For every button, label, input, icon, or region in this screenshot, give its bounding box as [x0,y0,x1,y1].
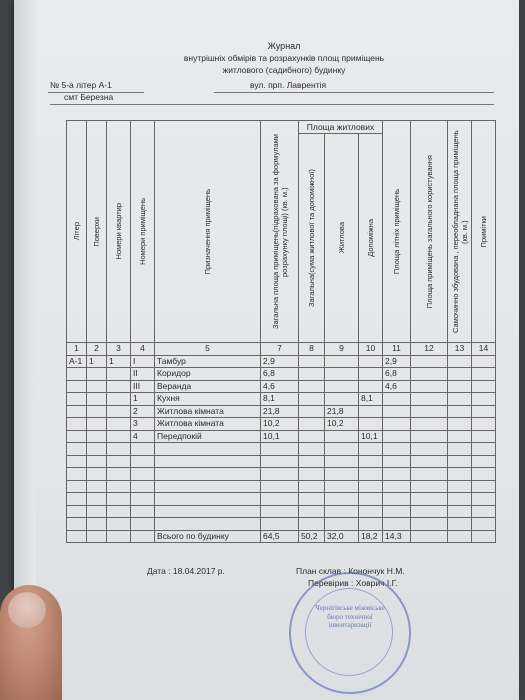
cell-lt [299,468,325,481]
cell-living [325,430,359,443]
cell-floor [87,430,107,443]
cell-aux [359,493,383,506]
cell-room [131,530,155,543]
table-body [67,355,496,543]
cell-common [411,443,448,456]
cell-notes [472,368,496,381]
cell-notes [472,530,496,543]
cell-apt [107,493,131,506]
cell-lt [299,393,325,406]
cell-aux [359,455,383,468]
cell-summer: 14,3 [383,530,411,543]
cell-unauth [448,380,472,393]
cell-unauth [448,468,472,481]
cell-apt [107,368,131,381]
cell-purpose [155,455,261,468]
column-number: 2 [87,343,107,356]
cell-aux: 8,1 [359,393,383,406]
cell-summer [383,393,411,406]
cell-purpose: Житлова кімната [155,405,261,418]
cell-apt [107,418,131,431]
cell-liter [67,405,87,418]
cell-purpose: Тамбур [155,355,261,368]
cell-apt [107,393,131,406]
cell-aux [359,443,383,456]
cell-apt: 1 [107,355,131,368]
cell-common [411,405,448,418]
cell-living [325,480,359,493]
cell-common [411,368,448,381]
cell-aux: 18,2 [359,530,383,543]
cell-common [411,468,448,481]
col-header-unauthorized: Самочинно збудована , переобладнана площа приміщень (кв. м.) [448,121,472,343]
cell-purpose [155,505,261,518]
cell-total: 4,6 [261,380,299,393]
cell-living [325,355,359,368]
empty-table-row [67,480,496,493]
cell-lt [299,493,325,506]
cell-purpose: Всього по будинку [155,530,261,543]
cell-total: 10,1 [261,430,299,443]
cell-aux [359,355,383,368]
col-header-liter: Літер [67,121,87,343]
cell-total [261,443,299,456]
cell-summer [383,405,411,418]
table-header-row [67,121,496,134]
cell-liter: А-1 [67,355,87,368]
cell-unauth [448,393,472,406]
cell-unauth [448,418,472,431]
cell-summer [383,430,411,443]
cell-apt [107,505,131,518]
cell-living [325,493,359,506]
document-date: Дата : 18.04.2017 р. [147,566,225,576]
cell-total [261,505,299,518]
cell-notes [472,493,496,506]
column-number: 9 [325,343,359,356]
table-row [67,418,496,431]
cell-room: 2 [131,405,155,418]
cell-aux: 10,1 [359,430,383,443]
cell-aux [359,505,383,518]
cell-unauth [448,443,472,456]
cell-floor [87,518,107,531]
cell-notes [472,505,496,518]
cell-lt [299,405,325,418]
cell-aux [359,480,383,493]
cell-liter [67,443,87,456]
cell-purpose: Кухня [155,393,261,406]
cell-living [325,455,359,468]
measurements-table [66,120,496,543]
cell-floor [87,380,107,393]
cell-notes [472,518,496,531]
cell-common [411,393,448,406]
street-address: вул. прп. Лаврентія [250,80,327,90]
cell-living: 32,0 [325,530,359,543]
cell-floor [87,405,107,418]
cell-notes [472,480,496,493]
cell-lt [299,368,325,381]
cell-notes [472,430,496,443]
stamp-inner-ring [305,588,393,676]
col-header-notes: Примітки [472,121,496,343]
col-header-purpose: Призначення приміщень [155,121,261,343]
cell-lt: 50,2 [299,530,325,543]
cell-unauth [448,505,472,518]
col-header-aux: Допоміжна [359,134,383,343]
column-number: 11 [383,343,411,356]
cell-room: II [131,368,155,381]
cell-liter [67,368,87,381]
cell-common [411,355,448,368]
cell-living [325,518,359,531]
cell-liter [67,493,87,506]
cell-living [325,380,359,393]
cell-liter [67,505,87,518]
cell-notes [472,468,496,481]
col-header-room-numbers: Номери приміщень [131,121,155,343]
cell-aux [359,380,383,393]
cell-aux [359,418,383,431]
document-page [14,0,519,700]
settlement-name: смт Березна [64,92,114,102]
cell-liter [67,380,87,393]
cell-floor [87,480,107,493]
cell-floor [87,393,107,406]
cell-lt [299,418,325,431]
cell-summer [383,468,411,481]
cell-lt [299,380,325,393]
cell-unauth [448,518,472,531]
cell-liter [67,480,87,493]
col-header-living-group: Площа житлових [299,121,383,134]
cell-apt [107,468,131,481]
column-number: 7 [261,343,299,356]
building-number [50,80,112,90]
cell-apt [107,380,131,393]
stamp-text: Чернігівське міжміське бюро технічної інвентаризації [315,604,385,629]
cell-common [411,493,448,506]
empty-table-row [67,468,496,481]
cell-total: 64,5 [261,530,299,543]
cell-unauth [448,368,472,381]
cell-summer: 6,8 [383,368,411,381]
cell-purpose: Передпокій [155,430,261,443]
cell-liter [67,455,87,468]
cell-total [261,455,299,468]
document-subtitle-1: внутрішніх обмірів та розрахунків площ приміщень [183,53,385,63]
cell-apt [107,430,131,443]
cell-room [131,443,155,456]
cell-liter [67,468,87,481]
cell-room: I [131,355,155,368]
empty-table-row [67,518,496,531]
column-number: 13 [448,343,472,356]
totals-row [67,530,496,543]
cell-notes [472,380,496,393]
cell-room [131,480,155,493]
cell-unauth [448,480,472,493]
cell-common [411,455,448,468]
cell-room: III [131,380,155,393]
cell-summer [383,505,411,518]
column-number: 8 [299,343,325,356]
cell-floor [87,368,107,381]
cell-total [261,468,299,481]
cell-summer [383,518,411,531]
cell-lt [299,430,325,443]
cell-aux [359,405,383,418]
column-number: 3 [107,343,131,356]
document-header [124,40,444,76]
cell-notes [472,405,496,418]
underline-settlement [50,104,494,105]
cell-total: 10,2 [261,418,299,431]
cell-room [131,518,155,531]
cell-notes [472,418,496,431]
cell-purpose [155,493,261,506]
cell-lt [299,505,325,518]
underline-street [214,92,494,93]
cell-total: 8,1 [261,393,299,406]
cell-summer [383,455,411,468]
cell-room: 4 [131,430,155,443]
cell-lt [299,518,325,531]
cell-floor [87,418,107,431]
cell-common [411,530,448,543]
thumbnail-nail [8,592,46,628]
table-row [67,355,496,368]
cell-common [411,380,448,393]
cell-floor [87,493,107,506]
prepared-by: План склав : Конончук Н.М. [296,566,405,576]
cell-summer [383,443,411,456]
cell-purpose: Коридор [155,368,261,381]
cell-room [131,455,155,468]
cell-purpose [155,468,261,481]
cell-floor [87,443,107,456]
cell-unauth [448,455,472,468]
cell-room [131,468,155,481]
cell-summer: 2,9 [383,355,411,368]
column-number: 4 [131,343,155,356]
cell-total [261,493,299,506]
col-header-living: Житлова [325,134,359,343]
cell-notes [472,455,496,468]
cell-floor [87,530,107,543]
cell-notes [472,443,496,456]
table-row [67,430,496,443]
col-header-floors: Поверхи [87,121,107,343]
cell-total [261,518,299,531]
column-number: 10 [359,343,383,356]
building-number-value: № 5-а [50,80,74,90]
cell-summer [383,480,411,493]
cell-common [411,430,448,443]
cell-purpose [155,518,261,531]
table-row [67,380,496,393]
col-header-apt-numbers: Номери квартир [107,121,131,343]
table-row [67,393,496,406]
cell-liter [67,518,87,531]
empty-table-row [67,455,496,468]
cell-lt [299,355,325,368]
cell-floor [87,505,107,518]
cell-total: 2,9 [261,355,299,368]
cell-living [325,468,359,481]
cell-aux [359,368,383,381]
cell-liter [67,393,87,406]
document-title: Журнал [267,41,301,51]
cell-floor: 1 [87,355,107,368]
cell-apt [107,518,131,531]
cell-notes [472,393,496,406]
cell-unauth [448,405,472,418]
column-number-row [67,343,496,356]
cell-notes [472,355,496,368]
empty-table-row [67,493,496,506]
column-number: 12 [411,343,448,356]
cell-aux [359,518,383,531]
column-number: 14 [472,343,496,356]
cell-purpose [155,480,261,493]
cell-apt [107,455,131,468]
cell-unauth [448,493,472,506]
cell-purpose: Веранда [155,380,261,393]
table-row [67,368,496,381]
cell-room: 1 [131,393,155,406]
cell-unauth [448,530,472,543]
cell-aux [359,468,383,481]
empty-table-row [67,505,496,518]
cell-lt [299,455,325,468]
cell-common [411,418,448,431]
cell-summer [383,418,411,431]
cell-liter [67,530,87,543]
cell-apt [107,443,131,456]
cell-purpose: Житлова кімната [155,418,261,431]
cell-summer: 4,6 [383,380,411,393]
cell-liter [67,430,87,443]
cell-apt [107,480,131,493]
liter-value: літер А-1 [76,80,112,90]
cell-unauth [448,355,472,368]
cell-total: 21,8 [261,405,299,418]
col-header-common: Площа приміщень загального користування [411,121,448,343]
cell-liter [67,418,87,431]
cell-floor [87,455,107,468]
cell-living [325,443,359,456]
cell-apt [107,405,131,418]
cell-floor [87,468,107,481]
cell-living [325,393,359,406]
cell-apt [107,530,131,543]
cell-common [411,505,448,518]
col-header-summer: Площа літніх приміщень [383,121,411,343]
col-header-living-total: Загальна(сума житлової та допоміжної) [299,134,325,343]
checked-by: Перевірив : Ховрич І.Г. [308,578,398,588]
cell-unauth [448,430,472,443]
cell-common [411,480,448,493]
official-stamp [289,572,411,694]
cell-living [325,505,359,518]
column-number: 1 [67,343,87,356]
cell-living [325,368,359,381]
cell-room [131,493,155,506]
table-row [67,405,496,418]
cell-common [411,518,448,531]
column-number: 5 [155,343,261,356]
document-subtitle-2: житлового (садибного) будинку [222,65,346,75]
cell-lt [299,480,325,493]
cell-room: 3 [131,418,155,431]
column-numbers [67,343,496,356]
cell-room [131,505,155,518]
cell-total [261,480,299,493]
col-header-total-area: Загальна площа приміщень(підрахована за формулами розрахунку площі) (кв. м.) [261,121,299,343]
empty-table-row [67,443,496,456]
cell-summer [383,493,411,506]
cell-living: 21,8 [325,405,359,418]
cell-lt [299,443,325,456]
cell-total: 6,8 [261,368,299,381]
cell-living: 10,2 [325,418,359,431]
cell-purpose [155,443,261,456]
